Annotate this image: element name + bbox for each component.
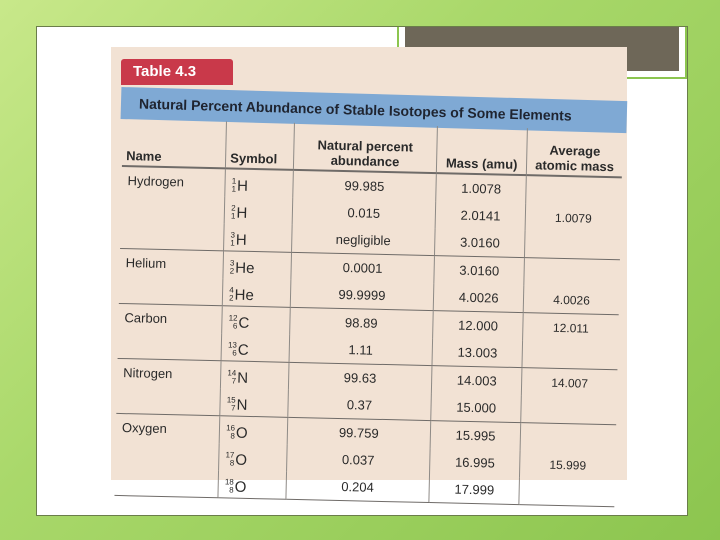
atomic-number: 2	[228, 293, 234, 303]
atomic-number: 7	[231, 376, 237, 386]
element-symbol: C	[238, 314, 250, 332]
element-symbol: C	[237, 341, 249, 359]
isotope-symbol	[228, 341, 249, 358]
atomic-number: 1	[231, 184, 237, 194]
atomic-number: 1	[230, 211, 236, 221]
element-name-cell	[118, 331, 222, 361]
mass-number: 4	[229, 285, 234, 295]
average-mass-cell: 4.0026	[523, 285, 619, 315]
element-name-cell: Oxygen	[121, 420, 167, 437]
mass-number: 18	[224, 477, 234, 487]
element-name-cell	[116, 386, 220, 416]
isotope-symbol-cell	[222, 278, 290, 307]
mass-number: 13	[227, 340, 238, 350]
mass-cell: 16.995	[430, 448, 520, 477]
mass-cell: 2.0141	[435, 201, 525, 230]
isotope-symbol-cell	[221, 333, 289, 362]
isotope-symbol	[226, 424, 248, 441]
isotope-symbol	[226, 396, 247, 413]
element-name-cell	[121, 194, 225, 223]
average-mass-cell	[521, 395, 617, 425]
average-mass-cell	[524, 258, 620, 288]
isotope-symbol-cell	[224, 223, 292, 252]
isotope-symbol	[231, 204, 248, 221]
element-symbol: O	[235, 424, 248, 442]
isotope-symbol-cell	[218, 470, 286, 499]
header-average-mass: Average atomic mass	[526, 128, 623, 177]
abundance-cell: 99.985	[292, 170, 436, 201]
element-symbol: H	[236, 204, 248, 222]
isotope-symbol	[231, 177, 248, 194]
average-mass-cell: 12.011	[523, 313, 619, 343]
isotope-numbers	[227, 370, 236, 386]
atomic-number: 8	[229, 485, 234, 495]
header-name: Name	[122, 119, 227, 168]
mass-number: 14	[227, 368, 237, 378]
mass-number: 3	[229, 258, 235, 268]
mass-cell: 3.0160	[435, 228, 525, 258]
element-name-cell: Helium	[125, 255, 167, 272]
atomic-number: 1	[230, 238, 235, 248]
isotope-symbol-cell	[221, 361, 289, 390]
isotope-table	[114, 119, 622, 507]
isotope-symbol-cell	[219, 416, 287, 445]
mass-number: 16	[226, 423, 236, 433]
isotope-numbers	[228, 342, 237, 358]
isotope-symbol-cell	[219, 443, 287, 472]
mass-number: 15	[226, 395, 236, 405]
isotope-symbol	[230, 231, 247, 248]
atomic-number: 8	[230, 431, 235, 441]
isotope-numbers	[228, 315, 237, 331]
isotope-symbol	[225, 478, 247, 495]
abundance-cell: 0.015	[292, 198, 436, 228]
element-symbol: O	[235, 451, 248, 469]
mass-cell: 1.0078	[436, 173, 526, 203]
isotope-numbers	[230, 260, 235, 276]
average-mass-cell: 15.999	[520, 450, 616, 479]
isotope-numbers	[230, 232, 235, 248]
isotope-numbers	[226, 425, 235, 441]
abundance-cell: 0.037	[286, 445, 430, 475]
isotope-numbers	[231, 178, 236, 194]
element-name-cell: Hydrogen	[127, 173, 185, 190]
mass-cell: 12.000	[433, 311, 523, 341]
average-mass-cell	[524, 230, 620, 260]
mass-number: 12	[228, 313, 238, 323]
abundance-cell: 99.9999	[290, 280, 434, 311]
mass-cell: 4.0026	[433, 283, 523, 313]
isotope-symbol	[230, 259, 255, 277]
abundance-cell: 1.11	[289, 335, 433, 366]
mass-number: 17	[225, 450, 235, 460]
isotope-symbol	[229, 286, 254, 304]
table-number: Table 4.3	[121, 59, 233, 85]
element-symbol: H	[235, 231, 247, 249]
isotope-numbers	[229, 287, 234, 303]
abundance-cell: 98.89	[289, 307, 433, 338]
isotope-symbol	[227, 369, 248, 386]
header-symbol: Symbol	[226, 121, 294, 170]
element-name-cell: Carbon	[124, 310, 168, 327]
mass-cell: 17.999	[429, 475, 519, 505]
header-abundance: Natural percent abundance	[293, 123, 438, 173]
isotope-symbol	[228, 314, 249, 331]
isotope-symbol-cell	[222, 306, 290, 335]
element-name-cell	[119, 276, 223, 306]
abundance-cell: 99.63	[288, 362, 432, 393]
element-name-cell: Nitrogen	[123, 365, 173, 382]
textbook-photo	[111, 47, 627, 498]
isotope-symbol-cell	[225, 168, 293, 198]
average-mass-cell	[526, 175, 622, 205]
table-body	[114, 166, 621, 507]
abundance-cell: 0.0001	[290, 252, 434, 283]
element-symbol: H	[236, 177, 249, 195]
abundance-cell: 0.204	[285, 472, 429, 503]
element-name-cell	[115, 441, 219, 470]
element-name-cell	[120, 221, 224, 251]
mass-cell: 13.003	[432, 338, 522, 368]
isotope-symbol-cell	[223, 251, 291, 280]
element-symbol: O	[234, 478, 247, 496]
average-mass-cell	[522, 340, 618, 370]
header-mass: Mass (amu)	[437, 126, 528, 175]
mass-cell: 14.003	[432, 366, 522, 396]
isotope-symbol-cell	[220, 388, 288, 417]
atomic-number: 6	[232, 348, 237, 358]
isotope-symbol-cell	[224, 196, 292, 225]
element-symbol: N	[236, 396, 248, 414]
mass-number: 3	[230, 230, 236, 240]
atomic-number: 6	[232, 321, 238, 331]
mass-number: 2	[231, 203, 236, 213]
average-mass-cell	[519, 477, 615, 507]
table-caption: Natural Percent Abundance of Stable Isotopes of Some Elements	[121, 87, 628, 133]
mass-number: 1	[231, 176, 237, 186]
mass-cell: 15.000	[431, 393, 521, 423]
element-symbol: He	[235, 259, 255, 277]
element-symbol: He	[234, 286, 254, 304]
abundance-cell: negligible	[291, 225, 435, 256]
isotope-numbers	[225, 479, 234, 495]
isotope-numbers	[226, 397, 235, 413]
isotope-numbers	[225, 452, 234, 468]
element-name-cell	[114, 468, 218, 498]
average-mass-cell: 1.0079	[525, 203, 621, 232]
mass-cell: 15.995	[430, 421, 520, 451]
abundance-cell: 99.759	[287, 417, 431, 448]
isotope-symbol	[225, 451, 247, 468]
abundance-cell: 0.37	[287, 390, 431, 421]
average-mass-cell	[520, 423, 616, 453]
average-mass-cell: 14.007	[521, 368, 617, 398]
atomic-number: 8	[229, 458, 235, 468]
atomic-number: 7	[230, 403, 236, 413]
element-symbol: N	[236, 369, 249, 387]
isotope-numbers	[231, 205, 236, 221]
mass-cell: 3.0160	[434, 256, 524, 286]
atomic-number: 2	[229, 266, 235, 276]
